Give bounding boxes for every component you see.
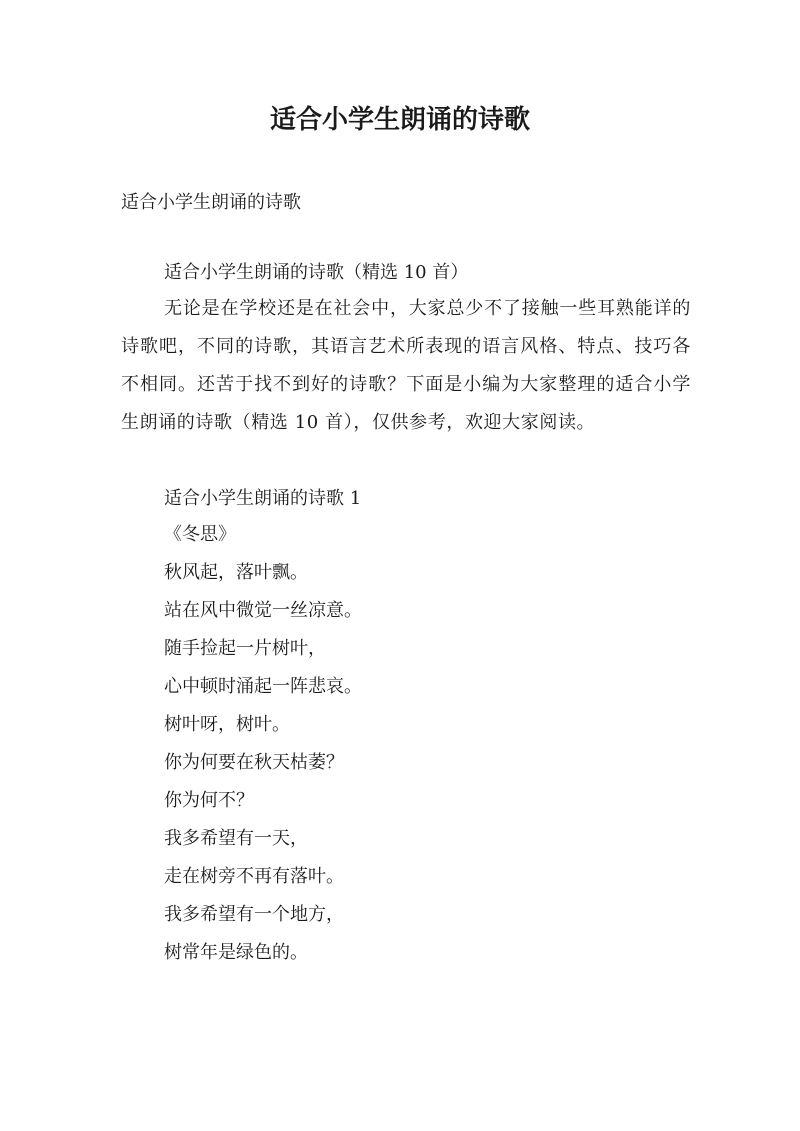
poem-line: 走在树旁不再有落叶。 bbox=[164, 866, 344, 887]
intro-paragraph: 无论是在学校还是在社会中，大家总少不了接触一些耳熟能详的诗歌吧，不同的诗歌，其语言艺术所表现的语言风格、特点、技巧各不相同。还苦于找不到好的诗歌？下面是小编为大家整理的适合小学生朗诵的诗歌（精选 10 首），仅供参考，欢迎大家阅读。 bbox=[121, 298, 691, 433]
poem-line: 树常年是绿色的。 bbox=[164, 942, 308, 963]
section-gap bbox=[121, 442, 691, 482]
poem-line: 心中顿时涌起一阵悲哀。 bbox=[164, 676, 362, 697]
poem-line: 站在风中微觉一丝凉意。 bbox=[164, 600, 362, 621]
document-title: 适合小学生朗诵的诗歌 bbox=[269, 105, 530, 135]
intro-heading: 适合小学生朗诵的诗歌（精选 10 首） bbox=[164, 262, 469, 283]
poem-line: 树叶呀，树叶。 bbox=[164, 714, 290, 735]
poem-title: 《冬思》 bbox=[164, 524, 236, 545]
poem-line: 你为何不？ bbox=[164, 790, 254, 811]
poem-heading: 适合小学生朗诵的诗歌 1 bbox=[164, 488, 362, 509]
poem-line: 我多希望有一个地方， bbox=[164, 904, 344, 925]
document-subtitle: 适合小学生朗诵的诗歌 bbox=[121, 192, 301, 213]
document-body bbox=[121, 256, 691, 972]
poem-line: 我多希望有一天， bbox=[164, 828, 308, 849]
poem-line: 秋风起，落叶飘。 bbox=[164, 562, 308, 583]
poem-line: 你为何要在秋天枯萎？ bbox=[164, 752, 344, 773]
poem-line: 随手捡起一片树叶， bbox=[164, 638, 326, 659]
